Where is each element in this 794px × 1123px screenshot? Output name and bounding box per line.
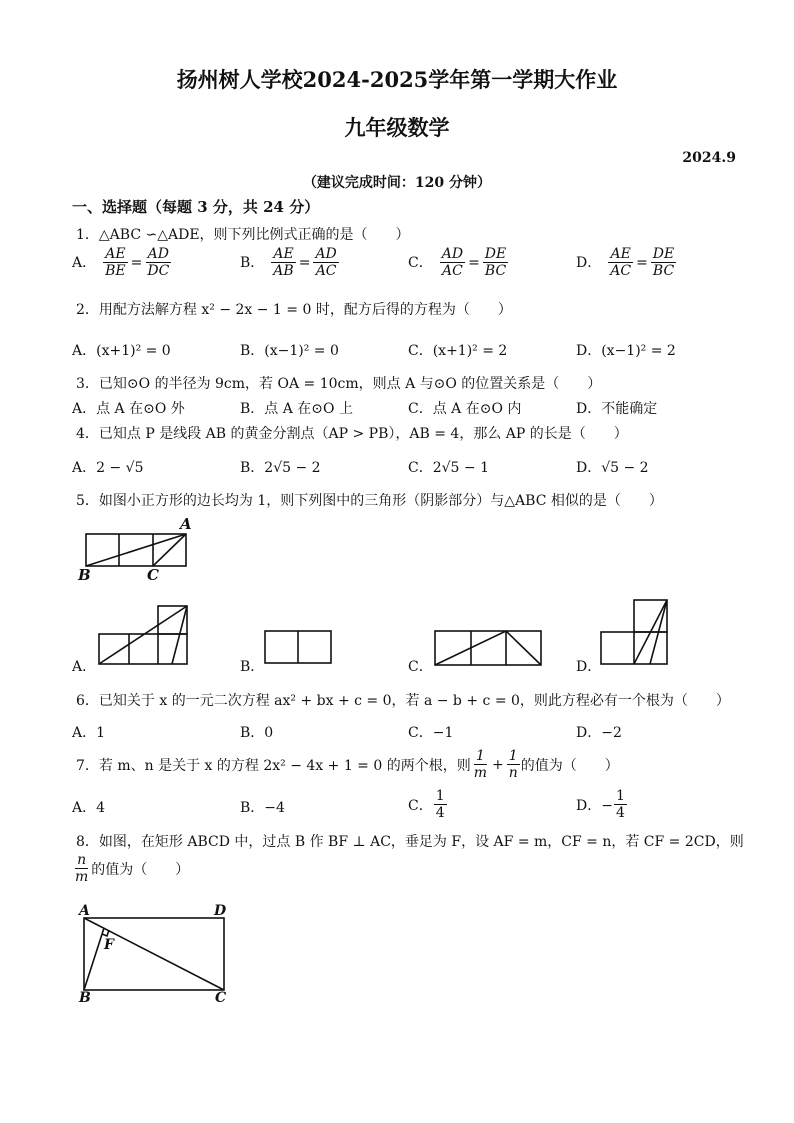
- q8-label-d: D: [214, 903, 227, 919]
- q1-option-a[interactable]: A． $\frac{AE}{BE}$ = $\frac{AD}{DC}$: [72, 246, 170, 280]
- q1-option-b[interactable]: B． $\frac{AE}{AB}$ = $\frac{AD}{AC}$: [240, 246, 337, 280]
- q3-option-c[interactable]: C．点 A 在⊙O 内: [408, 401, 522, 417]
- q5-label-b: B: [78, 566, 91, 584]
- q5-figure-d: [598, 596, 672, 670]
- q4-stem: 4．已知点 P 是线段 AB 的黄金分割点（AP > PB），AB = 4，那么 AP 的长是（ ）: [76, 426, 628, 442]
- q7-option-b[interactable]: B．−4: [240, 800, 285, 816]
- q2-option-c[interactable]: C．(x+1)² = 2: [408, 343, 508, 359]
- q2-option-a[interactable]: A．(x+1)² = 0: [72, 343, 171, 359]
- q4-option-b[interactable]: B．2√5 − 2: [240, 460, 321, 476]
- q8-label-a: A: [79, 903, 90, 919]
- q6-stem: 6．已知关于 x 的一元二次方程 ax² + bx + c = 0，若 a − b + c = 0，则此方程必有一个根为（ ）: [76, 693, 730, 709]
- q8-stem: 8．如图，在矩形 ABCD 中，过点 B 作 BF ⊥ AC，垂足为 F，设 AF = m，CF = n，若 CF = 2CD，则: [76, 834, 744, 850]
- section-heading: 一、选择题（每题 3 分，共 24 分）: [72, 198, 320, 216]
- q5-option-d[interactable]: D．: [576, 659, 602, 675]
- q1-stem: 1．△ABC ∽△ADE，则下列比例式正确的是（ ）: [76, 227, 410, 243]
- q3-option-d[interactable]: D．不能确定: [576, 401, 658, 417]
- q4-option-d[interactable]: D．√5 − 2: [576, 460, 649, 476]
- q8-label-c: C: [215, 990, 227, 1006]
- q5-reference-figure: [74, 514, 194, 586]
- q8-rectangle-figure: [76, 900, 236, 1010]
- q7-stem: 7．若 m、n 是关于 x 的方程 2x² − 4x + 1 = 0 的两个根，则 $\frac{1}{m}$ + $\frac{1}{n}$ 的值为（ ）: [76, 748, 619, 782]
- q5-label-a: A: [180, 515, 192, 533]
- q5-option-c[interactable]: C．: [408, 659, 433, 675]
- time-note: （建议完成时间：120 分钟）: [302, 175, 492, 191]
- document-date: 2024.9: [682, 150, 736, 166]
- q2-option-b[interactable]: B．(x−1)² = 0: [240, 343, 339, 359]
- q2-stem: 2．用配方法解方程 x² − 2x − 1 = 0 时，配方后得的方程为（ ）: [76, 302, 512, 318]
- q5-label-c: C: [147, 566, 159, 584]
- document-subtitle: 九年级数学: [344, 115, 450, 140]
- document-title: 扬州树人学校2024-2025学年第一学期大作业: [176, 67, 618, 92]
- q5-figure-b: [262, 628, 334, 668]
- q5-option-a[interactable]: A．: [72, 659, 97, 675]
- q1-option-d[interactable]: D． $\frac{AE}{AC}$ = $\frac{DE}{BC}$: [576, 246, 675, 280]
- q6-option-c[interactable]: C．−1: [408, 725, 454, 741]
- q3-option-b[interactable]: B．点 A 在⊙O 上: [240, 401, 353, 417]
- q7-option-c[interactable]: C． $\frac{1}{4}$: [408, 788, 445, 822]
- q8-label-f: F: [104, 937, 114, 953]
- q7-option-d[interactable]: D．− $\frac{1}{4}$: [576, 788, 625, 822]
- q7-option-a[interactable]: A．4: [72, 800, 106, 816]
- q8-label-b: B: [79, 990, 91, 1006]
- q3-stem: 3．已知⊙O 的半径为 9cm，若 OA = 10cm，则点 A 与⊙O 的位置关系是（ ）: [76, 376, 602, 392]
- q5-figure-c: [432, 628, 544, 668]
- q2-option-d[interactable]: D．(x−1)² = 2: [576, 343, 676, 359]
- q1-option-c[interactable]: C． $\frac{AD}{AC}$ = $\frac{DE}{BC}$: [408, 246, 507, 280]
- q4-option-c[interactable]: C．2√5 − 1: [408, 460, 489, 476]
- q3-option-a[interactable]: A．点 A 在⊙O 外: [72, 401, 185, 417]
- q5-option-b[interactable]: B．: [240, 659, 265, 675]
- q5-stem: 5．如图小正方形的边长均为 1，则下列图中的三角形（阴影部分）与△ABC 相似的是（ ）: [76, 493, 663, 509]
- q4-option-a[interactable]: A．2 − √5: [72, 460, 144, 476]
- q6-option-b[interactable]: B．0: [240, 725, 274, 741]
- q6-option-d[interactable]: D．−2: [576, 725, 622, 741]
- q8-stem-line2: $\frac{n}{m}$ 的值为（ ）: [75, 852, 190, 886]
- q6-option-a[interactable]: A．1: [72, 725, 106, 741]
- q5-figure-a: [96, 602, 196, 668]
